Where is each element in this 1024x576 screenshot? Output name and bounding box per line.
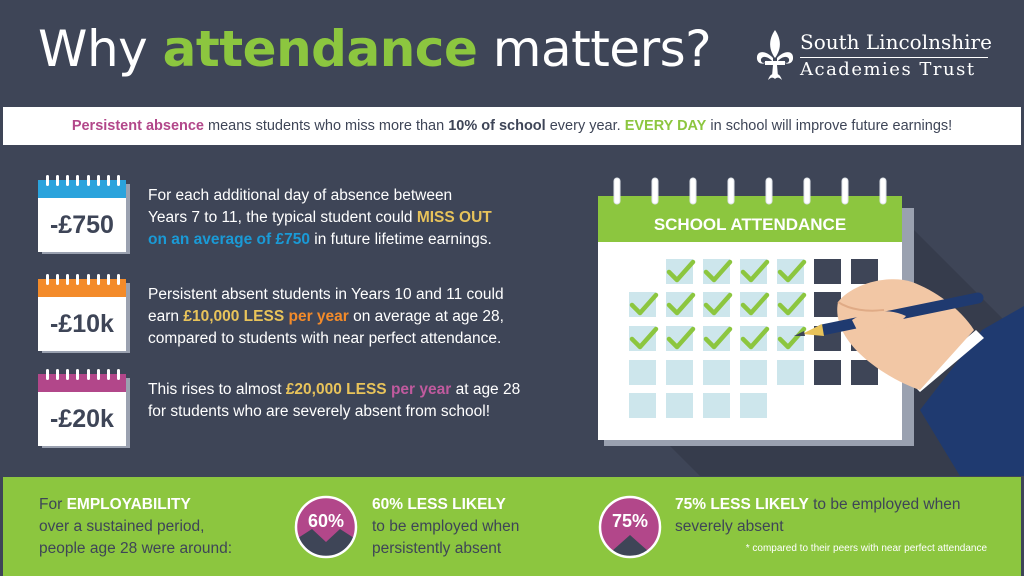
fleur-de-lis-icon [754,28,796,82]
stat-card-10k [38,279,128,351]
stat-text-20k: This rises to almost £20,000 LESS per year at age 28 for students who are severely absent from school! [148,381,521,420]
stat-text-10k: Persistent absent students in Years 10 and 11 could earn £10,000 LESS per year on average at age 28, compared to students with near perfect attendance. [148,286,504,347]
title-highlight: attendance [162,20,478,78]
percent-75-badge [598,495,662,559]
logo-divider [800,57,988,58]
percent-label: 60% [307,511,345,531]
page-title: Why attendance matters? [38,20,712,78]
stat-card-750 [38,180,128,252]
employability-text: For EMPLOYABILITY over a sustained period, people age 28 were around: [39,496,233,557]
persistent-absence-banner: Persistent absence means students who miss more than 10% of school every year. EVERY DAY in school will improve future earnings! [3,107,1021,145]
percent-60-badge [294,495,358,559]
calendar-header: SCHOOL ATTENDANCE [653,215,847,234]
stat-text-750: For each additional day of absence between Years 7 to 11, the typical student could MISS OUT on an average of £750 in future lifetime earnings. [148,187,492,248]
attendance-illustration [590,170,1024,476]
employability-band [3,477,1021,576]
stat-value: -£20k [38,392,126,446]
logo-line-1: South Lincolnshire [800,30,992,54]
trust-logo [754,28,994,82]
stat-card-20k [38,374,128,446]
stat-value: -£750 [38,198,126,252]
likely-75-text: 75% LESS LIKELY to be employed when severely absent [675,496,961,535]
stat-value: -£10k [38,297,126,351]
likely-60-text: 60% LESS LIKELY to be employed when persistently absent [372,496,520,557]
percent-label: 75% [611,511,649,531]
logo-line-2: Academies Trust [800,59,976,80]
footnote: * compared to their peers with near perfect attendance [745,543,987,554]
